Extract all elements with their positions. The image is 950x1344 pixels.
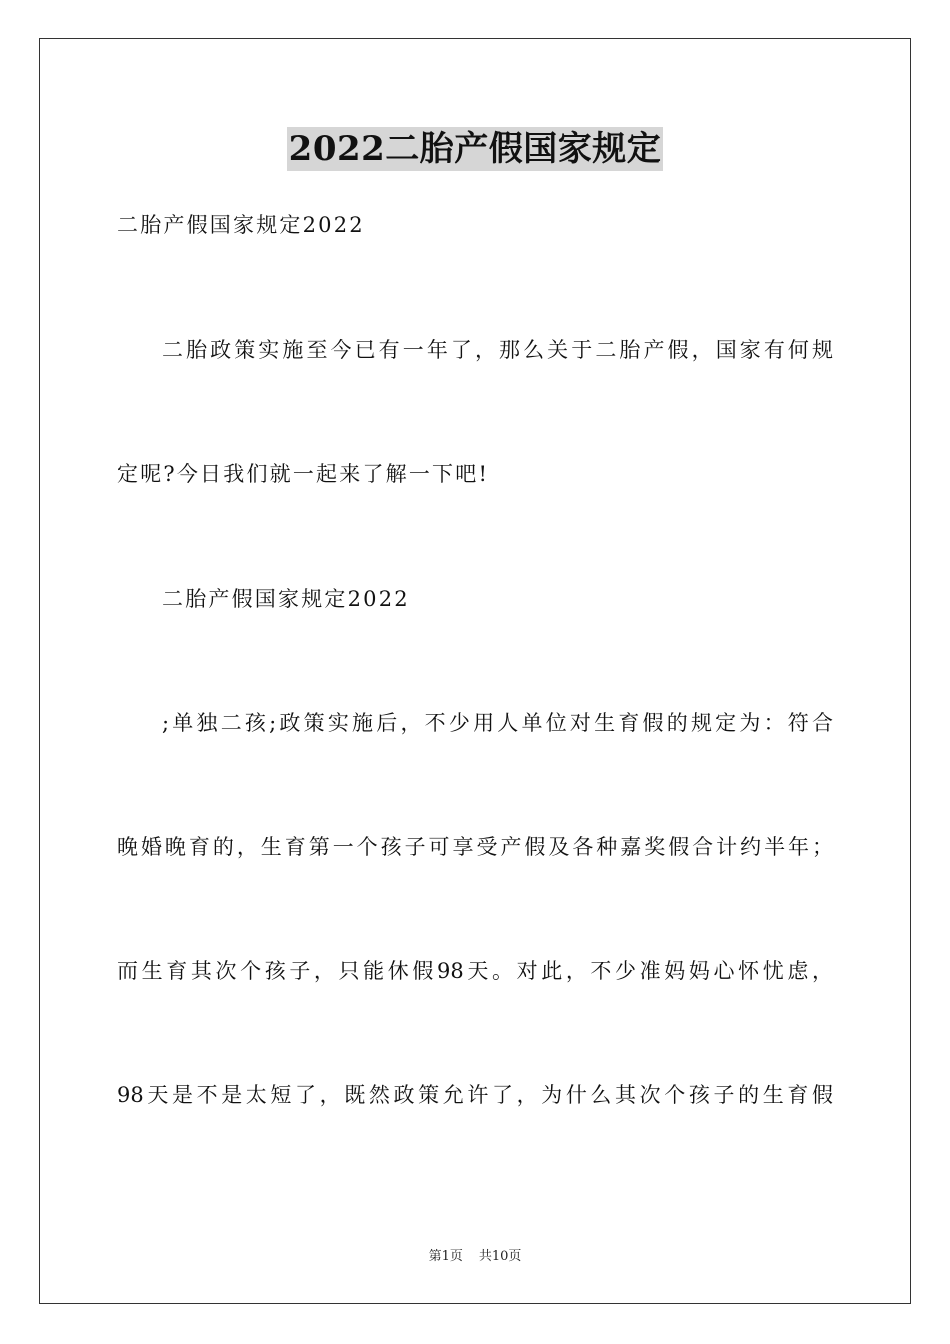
body-line: ;单独二孩;政策实施后，不少用人单位对生育假的规定为：符合 — [162, 711, 833, 735]
subtitle-line: 二胎产假国家规定2022 — [117, 213, 365, 237]
body-line: 定呢?今日我们就一起来了解一下吧! — [117, 462, 490, 486]
body-line: 晚婚晚育的，生育第一个孩子可享受产假及各种嘉奖假合计约半年； — [117, 835, 833, 859]
document-title: 2022二胎产假国家规定 — [288, 129, 662, 169]
section-heading: 二胎产假国家规定2022 — [162, 587, 410, 611]
title-container — [0, 127, 950, 171]
page-total: 共10页 — [478, 1249, 522, 1264]
page-number: 第1页 — [428, 1249, 463, 1264]
page-footer — [0, 1248, 950, 1266]
body-line: 二胎政策实施至今已有一年了，那么关于二胎产假，国家有何规 — [162, 338, 833, 362]
body-line: 而生育其次个孩子，只能休假98天。对此，不少准妈妈心怀忧虑， — [117, 959, 833, 983]
body-line: 98天是不是太短了，既然政策允许了，为什么其次个孩子的生育假 — [117, 1083, 833, 1107]
